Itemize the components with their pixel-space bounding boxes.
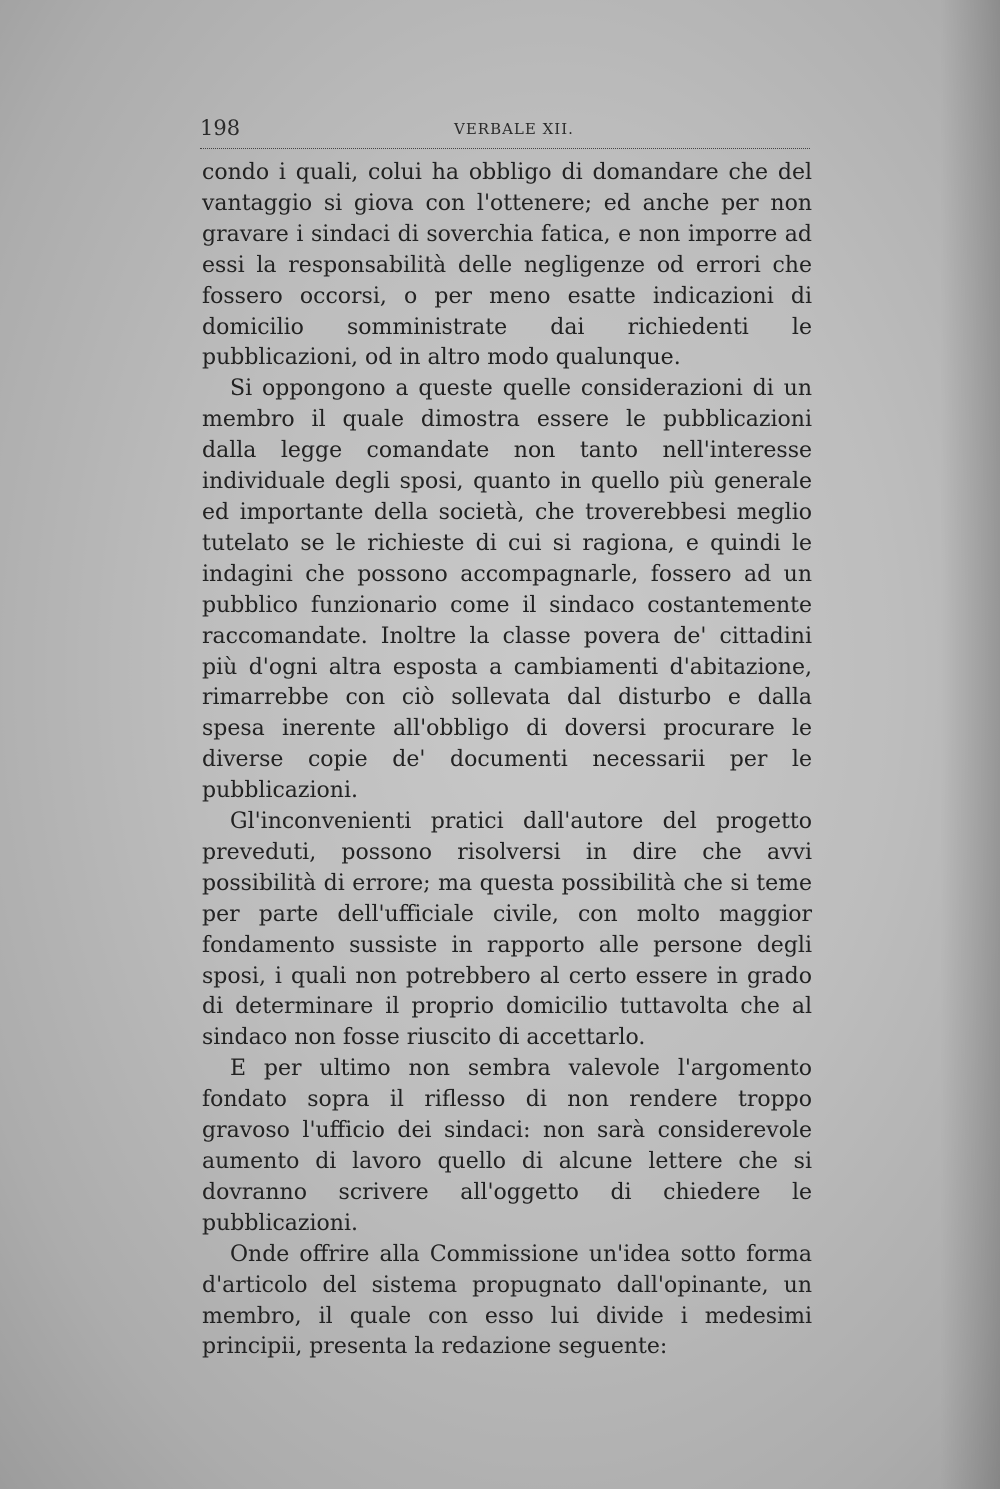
paragraph: Gl'inconvenienti pratici dall'autore del progetto preveduti, possono risolversi in dire che avvi possibilità di errore; ma questa possibilità che si teme per parte dell'ufficiale civile, con molto maggior fondamento sussiste in rapporto alle persone degli sposi, i quali non potrebbero al certo essere in grado di determinare il proprio domicilio tuttavolta che al sindaco non fosse riuscito di accettarlo. [202, 809, 812, 1051]
paragraph: Onde offrire alla Commissione un'idea sotto forma d'articolo del sistema propugnato dall'opinante, un membro, il quale con esso lui divide i medesimi principii, presenta la redazione seguente: [202, 1241, 812, 1360]
header-rule [200, 148, 810, 149]
running-head: VERBALE XII. [454, 120, 574, 138]
page-header [200, 112, 812, 148]
paragraph: E per ultimo non sembra valevole l'argomento fondato sopra il riflesso di non rendere troppo gravoso l'ufficio dei sindaci: non sarà considerevole aumento di lavoro quello di alcune lettere che si dovranno scrivere all'oggetto di chiedere le pubblicazioni. [202, 1056, 812, 1236]
page-number: 198 [200, 116, 241, 140]
body-text [202, 158, 812, 1363]
paragraph: Si oppongono a queste quelle considerazioni di un membro il quale dimostra essere le pubblicazioni dalla legge comandate non tanto nell'interesse individuale degli sposi, quanto in quello più generale ed importante della società, che troverebbesi meglio tutelato se le richieste di cui si ragiona, e quindi le indagini che possono accompagnarle, fossero ad un pubblico funzionario come il sindaco costantemente raccomandate. Inoltre la classe povera de' cittadini più d'ogni altra esposta a cambiamenti d'abitazione, rimarrebbe con ciò sollevata dal disturbo e dalla spesa inerente all'obbligo di doversi procurare le diverse copie de' documenti necessarii per le pubblicazioni. [202, 376, 812, 804]
page-edge-shadow [940, 0, 1000, 1489]
paragraph-continuation: condo i quali, colui ha obbligo di domandare che del vantaggio si giova con l'ottenere; ed anche per non gravare i sindaci di soverchia fatica, e non imporre ad essi la responsabilità delle negligenze od errori che fossero occorsi, o per meno esatte indicazioni di domicilio somministrate dai richiedenti le pubblicazioni, od in altro modo qualunque. [202, 160, 812, 371]
